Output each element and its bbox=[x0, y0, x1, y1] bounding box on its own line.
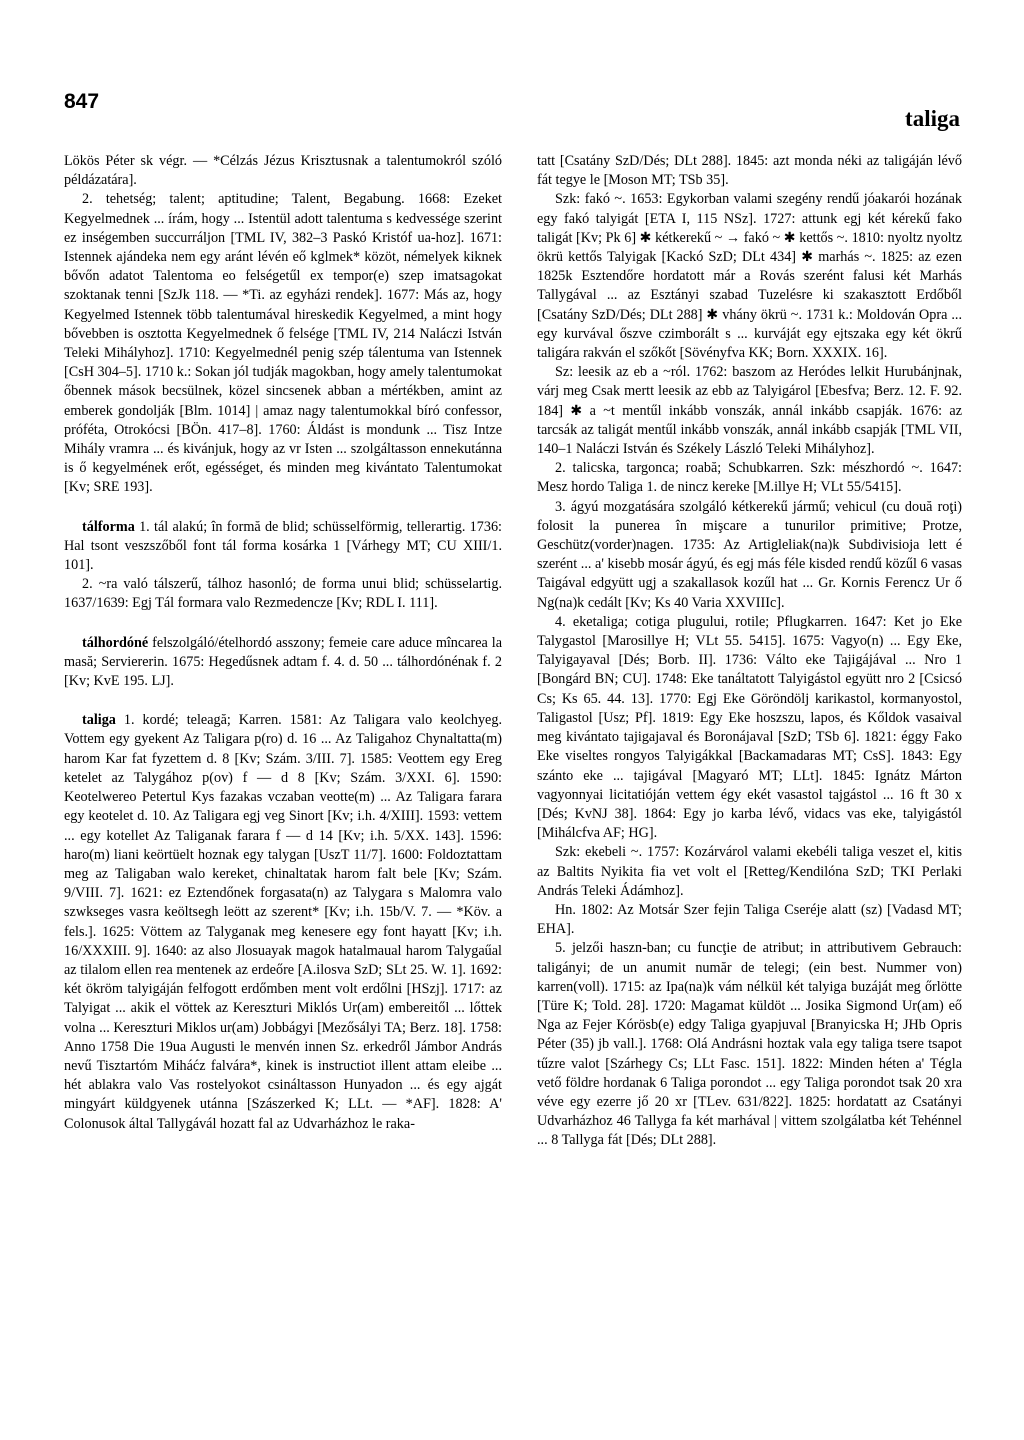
entry-headword: tálhordóné bbox=[82, 634, 149, 651]
entry-text: 1. kordé; teleagă; Karren. 1581: Az Taligara valo keolchyeg. Vottem egy gyekent Az Taligara p(ro) d. 16 ... Az Taligahoz Chynaltatta(m) harom Kar fat fyzettem d. 8 [Kv; Szám. 3/III. 7]. 1585: Veottem egy Ereg ketelet az Talygához p(ov) f — d 8 [Kv; Szám. 3/XXI. 6]. 1590: Keotelwereo Petertul Kys fazakas vczaban veotte(m) ... Az Taligara farara egy keotelet d. 10. Az Taligara egj veg Sinort [Kv; i.h. 4/XIII]. 1593: vettem ... egy kotellet Az Taliganak farara f — d 14 [Kv; i.h. 5/XX. 143]. 1596: haro(m) liani keörtüelt hoznak egy talygan [UszT 11/7]. 1600: Foldoztattam meg az Taligaban walo kereket, chinaltatak harom falt bele [Kv; Szám. 9/VIII. 7]. 1621: ez Eztendőnek forgasata(n) az Talygara s Malomra valo szwkseges vasra keöltsegh leött az szerent* [Kv; i.h. 15b/V. 7. — *Köv. a fels.]. 1625: Vöttem az Talyganak meg kenesere egy font hayatt [Kv; i.h. 16/XXXIII. 9]. 1640: az also Jlosuayak magok hatalmaual harom Talygaűal az tilalom ellen rea mentenek az erdeőre [A.ilosva SzD; SLt 25. W. 1]. 1692: két ökröm talyigáján felfogott erdőmben ment volt erdőlni [HSzj]. 1717: az Talyigat ... akik el vöttek az Kereszturi Miklós Ur(am) embereitől ... lőttek volna ... Kereszturi Miklos ur(am) Jobbágyi [Mezősályi TA; Berz. 18]. 1758: Anno 1758 Die 19ua Augusti le menvén innen Sz. erkedről Jámbor András nevű Tisztartóm Miháćz falvára*, kinek is instructiot illent attam eleibe ... hét ablakra valo Vas rostelyokot csináltasson Hunyadon ... és egy ajgát mingyárt küldgyenek utánna [Szászerked K; LLt. — *AF]. 1828: A' Colonusok által Tallygávál hozatt fal az Udvarházhoz le raka- bbox=[64, 712, 502, 1132]
sense-paragraph: Hn. 1802: Az Motsár Szer fejin Taliga Cseréje alatt (sz) [Vadasd MT; EHA]. bbox=[537, 901, 962, 938]
continued-text: tatt [Csatány SzD/Dés; DLt 288]. 1845: azt monda néki az taligáján lévő fát tegye le [Moson MT; TSb 35]. bbox=[537, 153, 962, 189]
sense-paragraph: 4. eketaliga; cotiga plugului, rotile; Pflugkarren. 1647: Ket jo Eke Talygastol [Marosillye H; VLt 55. 5415]. 1675: Vagyo(n) ... Egy Eke, Talyigayaval [Dés; Borb. II]. 1736: Válto eke Tajigájával ... Nro 1 [Bongárd BN; CU]. 1748: Eke tanáltatott Talyigástol együtt nro 2 [Csicsó Cs; Ks 65. 44. 13]. 1770: Egj Eke Göröndölj karikastol, kormanyostol, Taligastol [Usz; Pf]. 1819: Egy Eke hoszszu, lapos, és Kőldok vasaival meg kivántato tajigajaval és Boronájaval [SzD; TSb 6]. 1821: éggy Fako Eke viseltes rongyos Talyigákkal [Backamadaras MT; CsS]. 1843: Egy szánto eke ... tajigával [Magyaró MT; LLt]. 1845: Ignátz Márton vagyonnyai licitatióján vettem égy ekét vasastol tajgástol ... 16 ft 30 x [Dés; KvNJ 38]. 1864: Egy jo karba lévő, vidacs vas eke, talyigástól [Mihálcfva AF; HG]. bbox=[537, 613, 962, 842]
entry-headword: tálforma bbox=[82, 518, 135, 535]
sense-paragraph: 2. talicska, targonca; roabă; Schubkarren. Szk: mészhordó ~. 1647: Mesz hordo Taliga 1. de nincz kereke [M.illye H; VLt 55/5415]. bbox=[537, 460, 962, 496]
entry-headword: taliga bbox=[82, 712, 116, 729]
right-column bbox=[537, 152, 962, 1151]
sense-paragraph: 5. jelzői haszn-ban; cu funcţie de atribut; in attributivem Gebrauch: taligányi; de un anumit număr de telegi; (ein best. Nummer von) karren(voll). 1715: az Ipa(na)k vám nélkül két talyiga buzáját meg őrlötte [Türe K; Told. 28]. 1720: Magamat küldöt ... Josika Sigmond Ur(am) eő Nga az Fejer Kórösb(e) edgy Taliga gyapjuval [Branyicska H; JHb Opris Péter (35) jb vall.]. 1768: Olá Andrásni hoztak vala egy taliga tsere tsapot tűzre valot [Szárhegy Cs; LLt Fasc. 151]. 1822: Minden héten a' Tégla vető földre hordanak 6 Taliga porondot ... egy Taliga porondot tsak 20 xra véve egy ezerre jő 20 xr [TLev. 631/822]. 1825: hordatatt az Csatányi Udvarházhoz 46 Tallyga fa két marhával | vittem szolgálatba két Tehénnel ... 8 Tallyga fát [Dés; DLt 288]. bbox=[537, 940, 962, 1149]
page-number: 847 bbox=[64, 90, 100, 113]
dictionary-entry bbox=[64, 711, 502, 1133]
left-column bbox=[64, 152, 502, 1134]
sense-paragraph: Sz: leesik az eb a ~ról. 1762: baszom az Heródes lelkit Hurubánjnak, várj meg Csak mertt leesik az ebb az Talyigárol [Ebesfva; Berz. 12. F. 92. 184] ✱ a ~t mentűl inkább vonszák, annál inkább csapják. 1676: az tarcsák az taligát mentűl inkább vonszák, annál inkább csapják [TML VII, 140–1 Naláczi István és Székely László Teleki Mihályhoz]. bbox=[537, 364, 962, 458]
running-head: taliga bbox=[905, 106, 960, 131]
dictionary-entry bbox=[64, 518, 502, 576]
entry-text: felszolgáló/ételhordó asszony; femeie care aduce mîncarea la masă; Serviererin. 1675: Hegedűsnek adtam f. 4. d. 50 ... tálhordónénak f. 2 [Kv; KvE 195. LJ]. bbox=[64, 634, 502, 690]
sense-paragraph: 2. tehetség; talent; aptitudine; Talent, Begabung. 1668: Ezeket Kegyelmednek ... írám, hogy ... Istentül adott talentuma s kedvessége szerint ez inségemben succurráljon [TML IV, 382–3 Paskó Kristóf ua-hoz]. 1671: Istennek ajándeka nem egy aránt lévén eő kglmek* közöt, némelyek kiknek bővőn adatot Talentoma eo felségetűl ex tempor(e) szep imatsagokat szoktanak tenni [SzJk 118. — *Ti. az egyházi rendek]. 1677: Más az, hogy Kegyelmed Istennek több talentumával hireskedik Kegyelmed, a mint hogy bővebben is osztotta Kegyelmednek ő felsége [TML IV, 214 Naláczi István Teleki Mihályhoz]. 1710: Kegyelmednél penig szép tálentuma van Istennek [CsH 304–5]. 1710 k.: Sokan jól tudják magokban, hogy amely talentumokat őbennek mások becsülnek, közel sincsenek abban a mértékben, amint az emberek gondolják [Blm. 1014] | amaz nagy talentumokkal bíró confessor, próféta, Otrokócsi [BÖn. 417–8]. 1760: Áldást is mondunk ... Tisz Intze Mihály vramra ... és kivánjuk, hogy az vr Isten ... szolgáltasson ennekutánna is ő kegyelmének erőt, egésséget, és minden meg kivántato Talentumokat [Kv; SRE 193]. bbox=[64, 191, 502, 496]
sense-paragraph: Szk: fakó ~. 1653: Egykorban valami szegény rendű jóakarói hozának egy fakó talyigát [ETA I, 115 NSz]. 1727: attunk egj két kérekű fako taligát [Kv; Pk 6] ✱ kétkerekű ~ → fakó ~ ✱ kettős ~. 1810: nyoltz nyoltz ökrü kettős Talyigak [Kackó SzD; DLt 434] ✱ marhás ~. 1825: az ezen 1825k Esztendőre hordatott már a Rovás szerént falusi két Marhás Tallygával ... az Esztányi szabad Tuzelésre ki szakasztott Erdőből [Csatány SzD/Dés; DLt 288] ✱ vhány ökrü ~. 1731 k.: Moldován Opra ... egy kurvával őszve czimborált s ... kurváját egy ejtszaka egy két ökrű taligára rakván el szőkőt [Sövényfva KK; Born. XXXIX. 16]. bbox=[537, 191, 962, 362]
dictionary-entry bbox=[64, 634, 502, 692]
entry-text: 1. tál alakú; în formă de blid; schüsselförmig, tellerartig. 1736: Hal tsont veszszőből font tál forma kosárka 1 [Várhegy MT; CU XIII/1. 101]. bbox=[64, 518, 502, 574]
sense-paragraph: 3. ágyú mozgatására szolgáló kétkerekű jármű; vehicul (cu două roţi) folosit la punerea în mişcare a tunurilor primitive; Protze, Geschütz(vorder)nagen. 1735: Az Artigleliak(na)k Subdivisioja lett é szerént ... a' kisebb mosár ágyú, és egj más féle kisded rendű közűl 6 vasas Taigával edgyütt ugj a szakallasok kozűl hat ... Gr. Kornis Ferencz Ur ő Ng(na)k cedált [Kv; Ks 40 Varia XXVIIIc]. bbox=[537, 498, 962, 611]
sense-paragraph: 2. ~ra való tálszerű, tálhoz hasonló; de forma unui blid; schüsselartig. 1637/1639: Egj Tál formara valo Rezmedencze [Kv; RDL I. 111]. bbox=[64, 576, 502, 612]
sense-paragraph: Szk: ekebeli ~. 1757: Kozárvárol valami ekebéli taliga veszet el, kitis az Baltits Nyikita fia vet volt el [Retteg/Kendilóna SzD; TKI Perlaki András Teleki Ádámhoz]. bbox=[537, 844, 962, 899]
continued-text: Lökös Péter sk végr. — *Célzás Jézus Krisztusnak a talentumokról szóló példázatára]. bbox=[64, 153, 502, 189]
